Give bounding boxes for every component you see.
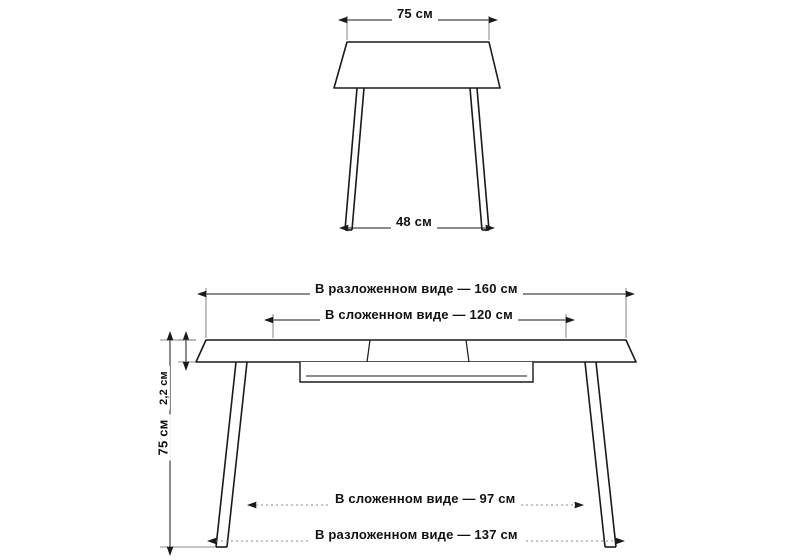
label-base-folded: В сложенном виде — 97 см xyxy=(330,491,520,506)
label-top-thickness: 2,2 см xyxy=(158,366,170,410)
label-table-height: 75 см xyxy=(155,415,170,461)
side-view-table xyxy=(334,42,500,230)
label-side-bottom-width: 48 см xyxy=(391,214,437,229)
label-top-folded: В сложенном виде — 120 см xyxy=(320,307,518,322)
label-base-extended: В разложенном виде — 137 см xyxy=(310,527,523,542)
front-view-table xyxy=(196,340,636,547)
label-side-top-width: 75 см xyxy=(392,6,438,21)
label-top-extended: В разложенном виде — 160 см xyxy=(310,281,523,296)
